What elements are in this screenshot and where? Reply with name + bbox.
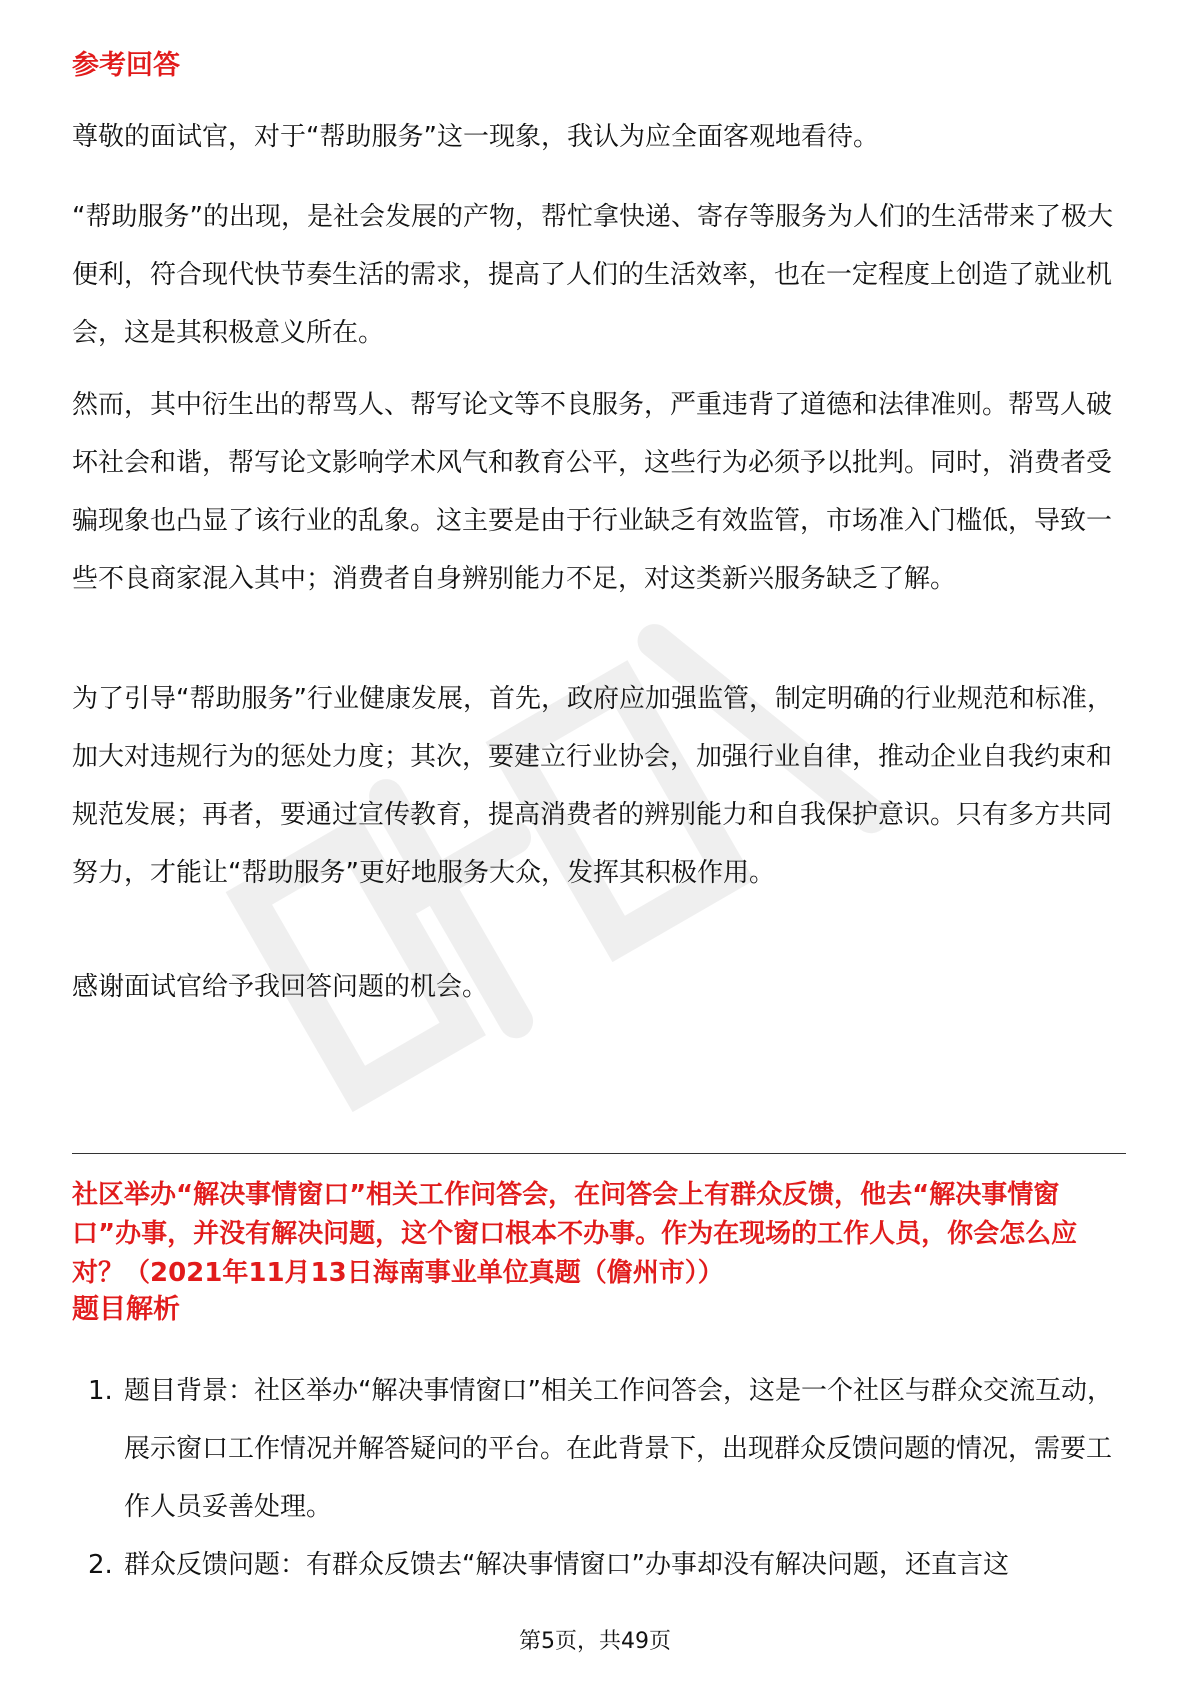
list-item (72, 1536, 1122, 1594)
answer-paragraph-3: 然而，其中衍生出的帮骂人、帮写论文等不良服务，严重违背了道德和法律准则。帮骂人破坏社会和谐，帮写论文影响学术风气和教育公平，这些行为必须予以批判。同时，消费者受骗现象也凸显了该行业的乱象。这主要是由于行业缺乏有效监管，市场准入门槛低，导致一些不良商家混入其中；消费者自身辨别能力不足，对这类新兴服务缺乏了解。 (72, 390, 1113, 594)
list-item (72, 1362, 1122, 1536)
page-number: 第5页，共49页 (519, 1629, 671, 1654)
answer-paragraph-5: 感谢面试官给予我回答问题的机会。 (72, 972, 489, 1002)
answer-paragraph-1: 尊敬的面试官，对于“帮助服务”这一现象，我认为应全面客观地看待。 (72, 122, 879, 152)
list-item-number: 1. (88, 1376, 113, 1406)
list-item-text: 群众反馈问题：有群众反馈去“解决事情窗口”办事却没有解决问题，还直言这 (124, 1550, 1009, 1580)
analysis-list (72, 1362, 1122, 1594)
section-divider (72, 1153, 1126, 1154)
analysis-heading: 题目解析 (72, 1294, 180, 1325)
answer-paragraph-2: “帮助服务”的出现，是社会发展的产物，帮忙拿快递、寄存等服务为人们的生活带来了极大便利，符合现代快节奏生活的需求，提高了人们的生活效率，也在一定程度上创造了就业机会，这是其积极意义所在。 (72, 202, 1113, 348)
list-item-number: 2. (88, 1550, 113, 1580)
answer-heading: 参考回答 (72, 50, 180, 81)
answer-paragraph-4: 为了引导“帮助服务”行业健康发展，首先，政府应加强监管，制定明确的行业规范和标准，加大对违规行为的惩处力度；其次，要建立行业协会，加强行业自律，推动企业自我约束和规范发展；再者，要通过宣传教育，提高消费者的辨别能力和自我保护意识。只有多方共同努力，才能让“帮助服务”更好地服务大众，发挥其积极作用。 (72, 684, 1113, 888)
list-item-text: 题目背景：社区举办“解决事情窗口”相关工作问答会，这是一个社区与群众交流互动，展示窗口工作情况并解答疑问的平台。在此背景下，出现群众反馈问题的情况，需要工作人员妥善处理。 (124, 1376, 1113, 1522)
question-text: 社区举办“解决事情窗口”相关工作问答会，在问答会上有群众反馈，他去“解决事情窗口”办事，并没有解决问题，这个窗口根本不办事。作为在现场的工作人员，你会怎么应对？（2021年11月13日海南事业单位真题（儋州市）） (72, 1180, 1078, 1288)
